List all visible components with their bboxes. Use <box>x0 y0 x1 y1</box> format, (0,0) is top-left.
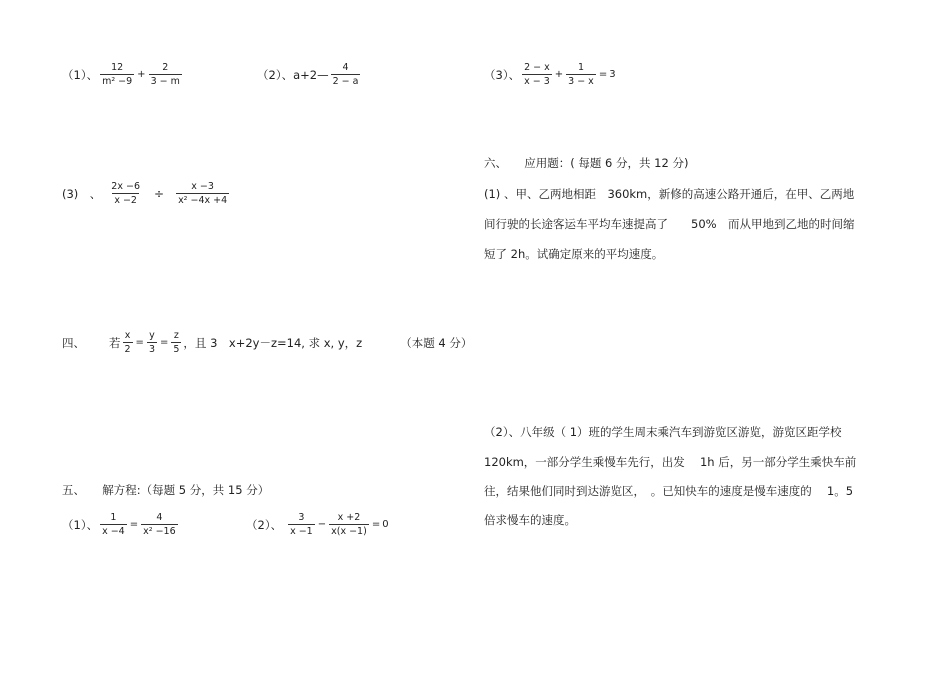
numerator: 4 <box>342 62 349 73</box>
denominator: x −4 <box>102 526 125 537</box>
question-6-header: 六、 应用题：( 每题 6 分，共 12 分) <box>484 156 689 170</box>
problem-3-left <box>62 181 231 206</box>
equals-sign: = <box>129 518 139 530</box>
numerator: 1 <box>110 512 117 523</box>
denominator: 2 <box>124 344 131 355</box>
problem-2-label: （2）、 <box>257 67 294 82</box>
minus-sign: − <box>317 518 327 530</box>
fraction <box>100 62 134 87</box>
numerator: x <box>124 330 131 341</box>
fraction <box>566 62 596 87</box>
numerator: 3 <box>298 512 305 523</box>
problem-2 <box>257 62 362 87</box>
question-4-number: 四、 <box>62 335 85 350</box>
denominator: m² −9 <box>102 76 133 87</box>
denominator: x² −16 <box>143 526 176 537</box>
fraction <box>149 62 182 87</box>
denominator: x(x −1) <box>331 526 367 537</box>
fraction <box>176 181 229 206</box>
numerator: 1 <box>577 62 584 73</box>
numerator: x −3 <box>191 181 214 192</box>
equation-2 <box>246 512 390 537</box>
denominator: x − 3 <box>524 76 550 87</box>
numerator: 4 <box>156 512 163 523</box>
numerator: 2x −6 <box>111 181 140 192</box>
equals-sign: = <box>598 68 608 80</box>
denominator: 3 − m <box>150 76 180 87</box>
problem-3-label: （3）、 <box>484 67 521 82</box>
numerator: 2 <box>162 62 169 73</box>
fraction <box>522 62 552 87</box>
application-1-line: 短了 2h。试确定原来的平均速度。 <box>484 247 664 261</box>
question-5-header: 五、 解方程:（每题 5 分，共 15 分） <box>62 483 270 497</box>
denominator: x² −4x +4 <box>178 195 228 206</box>
question-4-condition: ，且 3 x+2y－z=14, 求 x, y，z <box>183 335 363 350</box>
application-2-line: （2）、八年级（ 1）班的学生周末乘汽车到游览区游览，游览区距学校 <box>484 425 842 439</box>
equation-2-label: （2）、 <box>246 517 283 532</box>
numerator: 2 − x <box>524 62 550 73</box>
rhs-value: 0 <box>382 518 389 530</box>
equation-1-label: （1）、 <box>62 517 99 532</box>
fraction-y <box>147 330 157 355</box>
plus-sign: + <box>137 68 146 80</box>
denominator: 2 − a <box>332 76 359 87</box>
plus-sign: + <box>554 68 564 80</box>
fraction <box>331 62 361 87</box>
application-2-line: 往，结果他们同时到达游览区， 。已知快车的速度是慢车速度的 1。5 <box>484 484 854 498</box>
denominator: 3 <box>148 344 155 355</box>
rhs-value: 3 <box>609 68 616 80</box>
problem-1-label: （1）、 <box>62 67 99 82</box>
question-4-ruo: 若 <box>109 335 121 350</box>
denominator: x −1 <box>290 526 313 537</box>
denominator: 3 − x <box>568 76 594 87</box>
expression: a+2— <box>293 67 329 82</box>
equals-sign: = <box>159 336 169 348</box>
question-4-score: （本题 4 分） <box>400 335 473 350</box>
fraction-x <box>123 330 133 355</box>
application-1-line: 间行驶的长途客运车平均车速提高了 50% 而从甲地到乙地的时间缩 <box>484 217 855 231</box>
divide-sign: ÷ <box>154 186 165 201</box>
fraction-z <box>171 330 181 355</box>
numerator: x +2 <box>337 512 361 523</box>
numerator: 12 <box>111 62 124 73</box>
equals-sign: = <box>371 518 381 530</box>
denominator: x −2 <box>114 195 137 206</box>
problem-3-label: (3) 、 <box>62 186 102 201</box>
equals-sign: = <box>135 336 144 348</box>
application-1-line: (1) 、甲、乙两地相距 360km，新修的高速公路开通后，在甲、乙两地 <box>484 187 855 201</box>
fraction <box>288 512 315 537</box>
numerator: z <box>173 330 179 341</box>
numerator: y <box>149 330 155 341</box>
problem-3-right <box>484 62 617 87</box>
application-2-line: 120km，一部分学生乘慢车先行，出发 1h 后，另一部分学生乘快车前 <box>484 455 857 469</box>
fraction <box>141 512 178 537</box>
application-2-line: 倍求慢车的速度。 <box>484 513 576 527</box>
equation-1 <box>62 512 180 537</box>
denominator: 5 <box>173 344 180 355</box>
fraction <box>329 512 369 537</box>
question-4 <box>62 330 472 355</box>
fraction <box>109 181 142 206</box>
fraction <box>100 512 127 537</box>
problem-1 <box>62 62 184 87</box>
